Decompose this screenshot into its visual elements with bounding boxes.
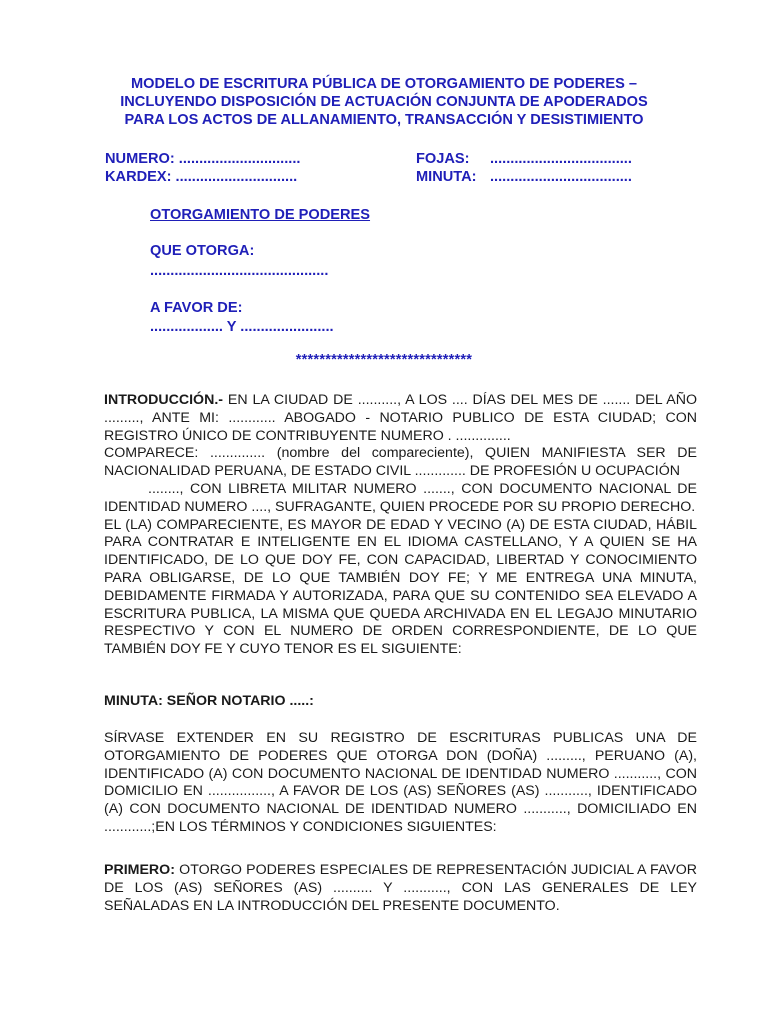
intro-label: INTRODUCCIÓN.-	[104, 392, 224, 408]
intro-text-1: EN LA CIUDAD DE .........., A LOS .... DÍAS DEL MES DE ....... DEL AÑO ........., ANTE MI: ............ ABOGADO - NOTARIO PUBLICO DE ESTA CIUDAD; CON REGISTRO ÚNICO DE CONTRIBUYENTE NUMERO . ..............	[104, 392, 697, 444]
primero-text: OTORGO PODERES ESPECIALES DE REPRESENTACIÓN JUDICIAL A FAVOR DE LOS (AS) SEÑORES (AS) .......... Y ..........., CON LAS GENERALES DE LEY SEÑALADAS EN LA INTRODUCCIÓN DEL PRESENTE DOCUMENTO.	[104, 862, 697, 914]
primero-label: PRIMERO:	[104, 862, 175, 878]
document-title	[100, 75, 668, 129]
numero-label: NUMERO:	[105, 151, 175, 167]
numero-field	[105, 151, 300, 167]
fojas-value: ...................................	[490, 151, 632, 167]
separator: ******************************	[295, 352, 473, 368]
title-line-3: PARA LOS ACTOS DE ALLANAMIENTO, TRANSACCIÓN Y DESISTIMIENTO	[124, 112, 644, 128]
introduction-paragraph	[104, 392, 697, 659]
title-line-2: INCLUYENDO DISPOSICIÓN DE ACTUACIÓN CONJUNTA DE APODERADOS	[120, 94, 648, 110]
fojas-label: FOJAS:	[416, 151, 470, 167]
kardex-value: ..............................	[175, 169, 298, 185]
minuta-value: ...................................	[490, 169, 632, 185]
intro-text-2: COMPARECE: .............. (nombre del compareciente), QUIEN MANIFIESTA SER DE NACIONALIDAD PERUANA, DE ESTADO CIVIL ............. DE PROFESIÓN U OCUPACIÓN	[104, 445, 697, 480]
minuta-heading: MINUTA: SEÑOR NOTARIO .....:	[104, 693, 314, 709]
intro-text-3: ........, CON LIBRETA MILITAR NUMERO ......., CON DOCUMENTO NACIONAL DE IDENTIDAD NUMERO ...., SUFRAGANTE, QUIEN PROCEDE POR SU PROPIO DERECHO.	[104, 480, 697, 515]
minuta-paragraph: SÍRVASE EXTENDER EN SU REGISTRO DE ESCRITURAS PUBLICAS UNA DE OTORGAMIENTO DE PODERES QUE OTORGA DON (DOÑA) ........., PERUANO (A), IDENTIFICADO (A) CON DOCUMENTO NACIONAL DE IDENTIDAD NUMERO ..........., CON DOMICILIO EN ................, A FAVOR DE LOS (AS) SEÑORES (AS) ..........., IDENTIFICADO (A) CON DOCUMENTO NACIONAL DE IDENTIDAD NUMERO ..........., DOMICILIADO EN ............;EN LOS TÉRMINOS Y CONDICIONES SIGUIENTES:	[104, 730, 697, 835]
numero-value: ..............................	[178, 151, 301, 167]
intro-text-4: EL (LA) COMPARECIENTE, ES MAYOR DE EDAD Y VECINO (A) DE ESTA CIUDAD, HÁBIL PARA CONTRATAR E INTELIGENTE EN EL IDIOMA CASTELLANO, Y A QUIEN SE HA IDENTIFICADO, DE LO QUE DOY FE, CON CAPACIDAD, LIBERTAD Y CONOCIMIENTO PARA OBLIGARSE, DE LO QUE TAMBIÉN DOY FE; Y ME ENTREGA UNA MINUTA, DEBIDAMENTE FIRMADA Y AUTORIZADA, PARA QUE SU CONTENIDO SEA ELEVADO A ESCRITURA PUBLICA, LA MISMA QUE QUEDA ARCHIVADA EN EL LEGAJO MINUTARIO RESPECTIVO Y CON EL NUMERO DE ORDEN CORRESPONDIENTE, DE LO QUE TAMBIÉN DOY FE Y CUYO TENOR ES EL SIGUIENTE:	[104, 516, 697, 658]
block-heading: OTORGAMIENTO DE PODERES	[150, 207, 371, 223]
que-otorga-value: ............................................	[150, 263, 329, 279]
a-favor-value: .................. Y .......................	[150, 319, 334, 335]
kardex-label: KARDEX:	[105, 169, 172, 185]
minuta-field	[416, 169, 632, 185]
a-favor-label: A FAVOR DE:	[150, 300, 243, 316]
title-line-1: MODELO DE ESCRITURA PÚBLICA DE OTORGAMIENTO DE PODERES –	[131, 76, 637, 92]
que-otorga-label: QUE OTORGA:	[150, 243, 255, 259]
kardex-field	[105, 169, 297, 185]
fojas-field	[416, 151, 632, 167]
primero-paragraph	[104, 862, 697, 915]
minuta-label: MINUTA:	[416, 169, 477, 185]
